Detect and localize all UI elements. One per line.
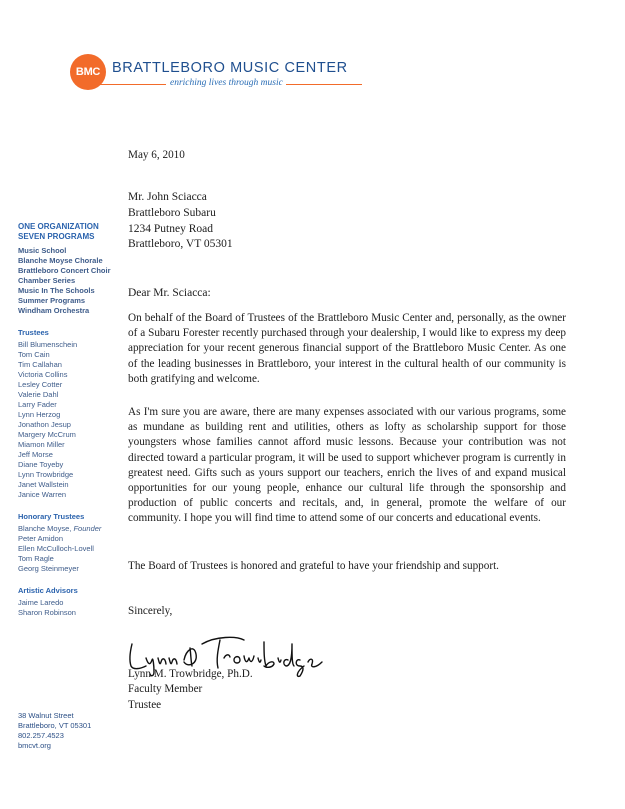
tagline: enriching lives through music (170, 78, 283, 88)
recipient-company: Brattleboro Subaru (128, 206, 216, 219)
letterhead (70, 54, 370, 98)
trustees-section (18, 328, 118, 500)
trustee-name: Jeff Morse (18, 450, 53, 459)
sidebar (18, 222, 118, 618)
artistic-advisors-list (18, 598, 118, 618)
artistic-advisors-title: Artistic Advisors (18, 586, 78, 595)
trustee-name: Janice Warren (18, 490, 67, 499)
program-item: Summer Programs (18, 296, 86, 305)
honorary-trustee-name: Peter Amidon (18, 534, 64, 543)
salutation: Dear Mr. Sciacca: (128, 287, 211, 299)
trustee-name: Larry Fader (18, 400, 57, 409)
trustee-name: Lynn Trowbridge (18, 470, 74, 479)
trustee-name: Margery McCrum (18, 430, 76, 439)
program-list (18, 246, 118, 316)
trustee-name: Tim Callahan (18, 360, 62, 369)
recipient-address (128, 190, 233, 253)
trustee-name: Jonathon Jesup (18, 420, 71, 429)
recipient-street: 1234 Putney Road (128, 222, 213, 235)
program-item: Music School (18, 246, 67, 255)
trustee-name: Valerie Dahl (18, 390, 59, 399)
advisor-name: Sharon Robinson (18, 608, 76, 617)
paragraph-1: On behalf of the Board of Trustees of the Brattleboro Music Center and, personally, as the owner of a Subaru Forester recently purchased through your dealership, I would like to express my deep appreciation for your recent generous financial support of the Brattleboro Music Center. As one of the leading businesses in Brattleboro, your interest in the cultural health of our community is both gratifying and welcome. (128, 312, 566, 385)
honorary-trustee-name: Georg Steinmeyer (18, 564, 79, 573)
program-item: Music In The Schools (18, 286, 95, 295)
trustee-name: Janet Wallstein (18, 480, 69, 489)
program-item: Windham Orchestra (18, 306, 90, 315)
signer-role: Trustee (128, 698, 162, 711)
trustees-list (18, 340, 118, 500)
honorary-trustees-title: Honorary Trustees (18, 512, 85, 521)
honorary-trustee-name: Tom Ragle (18, 554, 54, 563)
honorary-trustees-section (18, 512, 118, 574)
advisor-name: Jaime Laredo (18, 598, 64, 607)
trustee-name: Lesley Cotter (18, 380, 63, 389)
trustees-title: Trustees (18, 328, 49, 337)
honorary-trustees-list (18, 524, 118, 574)
program-item: Chamber Series (18, 276, 76, 285)
organization-address (18, 711, 118, 751)
bmc-logo: BMC (70, 54, 106, 90)
trustee-name: Diane Toyeby (18, 460, 64, 469)
organization-name: BRATTLEBORO MUSIC CENTER (112, 60, 348, 76)
program-item: Blanche Moyse Chorale (18, 256, 103, 265)
signer-block (128, 667, 253, 713)
trustee-name: Bill Blumenschein (18, 340, 78, 349)
paragraph-3: The Board of Trustees is honored and grateful to have your friendship and support. (128, 560, 499, 572)
letter-date: May 6, 2010 (128, 149, 185, 161)
website: bmcvt.org (18, 741, 51, 750)
signer-name: Lynn M. Trowbridge, Ph.D. (128, 668, 253, 680)
trustee-name: Miamon Miller (18, 440, 65, 449)
sidebar-heading-2: SEVEN PROGRAMS (18, 232, 95, 241)
program-item: Brattleboro Concert Choir (18, 266, 111, 275)
trustee-name: Tom Cain (18, 350, 50, 359)
artistic-advisors-section (18, 586, 118, 618)
founder-role: Founder (73, 524, 102, 533)
sidebar-heading-1: ONE ORGANIZATION (18, 222, 99, 231)
trustee-name: Victoria Collins (18, 370, 68, 379)
recipient-city: Brattleboro, VT 05301 (128, 238, 233, 251)
paragraph-2: As I'm sure you are aware, there are many expenses associated with our various programs, some as mundane as building rent and utilities, others as lofty as scholarship support for those youngsters whose families cannot afford music lessons. Because your contribution was not directed toward a particular program, it will be used to support whichever program is currently in greatest need. Gifts such as yours support our teachers, enrich the lives of and expand musical opportunities for our young people, enhance our cultural life through the sponsorship and production of public concerts and recitals, and, in general, promote the welfare of our community. I hope you will find time to attend some of our concerts and educational events. (128, 406, 566, 525)
closing: Sincerely, (128, 605, 173, 617)
phone-number: 802.257.4523 (18, 731, 64, 740)
street-address: 38 Walnut Street (18, 711, 74, 720)
founder-name: Blanche Moyse, (18, 524, 72, 533)
trustee-name: Lynn Herzog (18, 410, 61, 419)
honorary-trustee-name: Ellen McCulloch-Lovell (18, 544, 94, 553)
signer-title: Faculty Member (128, 683, 203, 696)
city-state-zip: Brattleboro, VT 05301 (18, 721, 92, 730)
honorary-trustee-founder (18, 524, 118, 534)
recipient-name: Mr. John Sciacca (128, 191, 207, 203)
